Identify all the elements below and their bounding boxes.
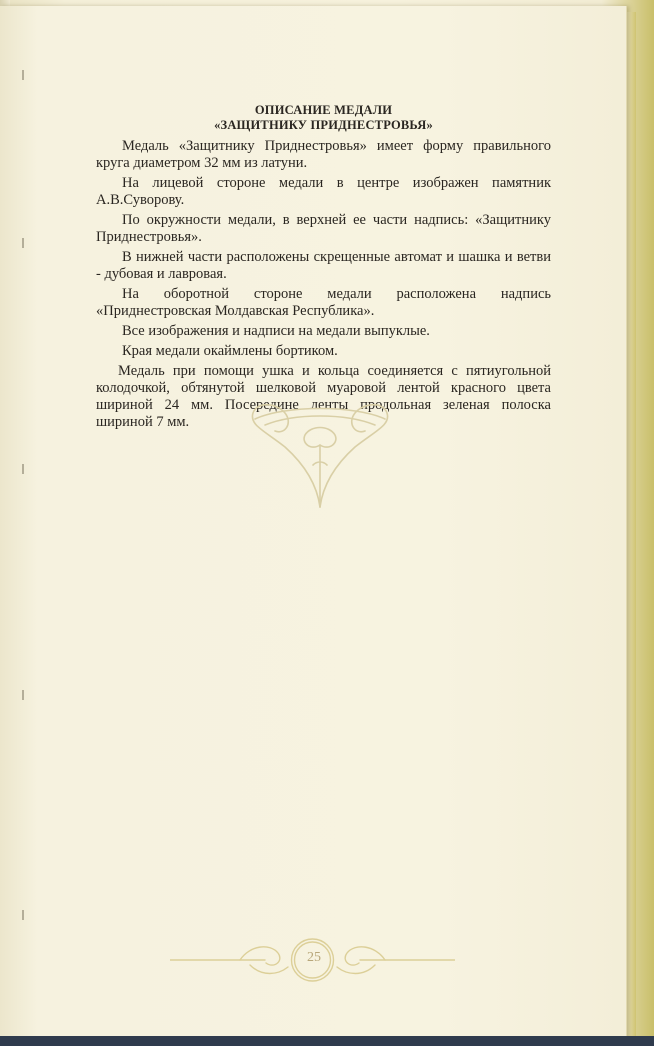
title-line-2: «ЗАЩИТНИКУ ПРИДНЕСТРОВЬЯ» <box>214 118 433 132</box>
paragraph: На оборотной стороне медали расположена надпись «Приднестровская Молдавская Республика». <box>96 286 551 319</box>
paragraph: На лицевой стороне медали в центре изображен памятник А.В.Суворову. <box>96 175 551 208</box>
paragraph: Медаль при помощи ушка и кольца соединяется с пятиугольной колодочкой, обтянутой шелковой муаровой лентой красного цвета шириной 24 мм. Посередине ленты продольная зеленая полоска шириной 7 мм. <box>96 363 551 430</box>
paragraph: Медаль «Защитнику Приднестровья» имеет форму правильного круга диаметром 32 мм из латуни. <box>96 138 551 171</box>
binding-hole <box>22 464 24 474</box>
flourish-ornament-icon <box>245 395 395 510</box>
binding-hole <box>22 690 24 700</box>
paragraph: По окружности медали, в верхней ее части надпись: «Защитнику Приднестровья». <box>96 212 551 245</box>
document-body <box>96 104 551 434</box>
binding-hole <box>22 238 24 248</box>
binding-hole <box>22 70 24 80</box>
scan-background <box>0 1036 654 1046</box>
title-line-1: ОПИСАНИЕ МЕДАЛИ <box>254 103 393 117</box>
paragraph: В нижней части расположены скрещенные автомат и шашка и ветви - дубовая и лавровая. <box>96 249 551 282</box>
paragraph: Все изображения и надписи на медали выпуклые. <box>122 323 430 339</box>
paragraph: Края медали окаймлены бортиком. <box>122 343 338 359</box>
binding-hole <box>22 910 24 920</box>
page-number: 25 <box>307 950 321 965</box>
